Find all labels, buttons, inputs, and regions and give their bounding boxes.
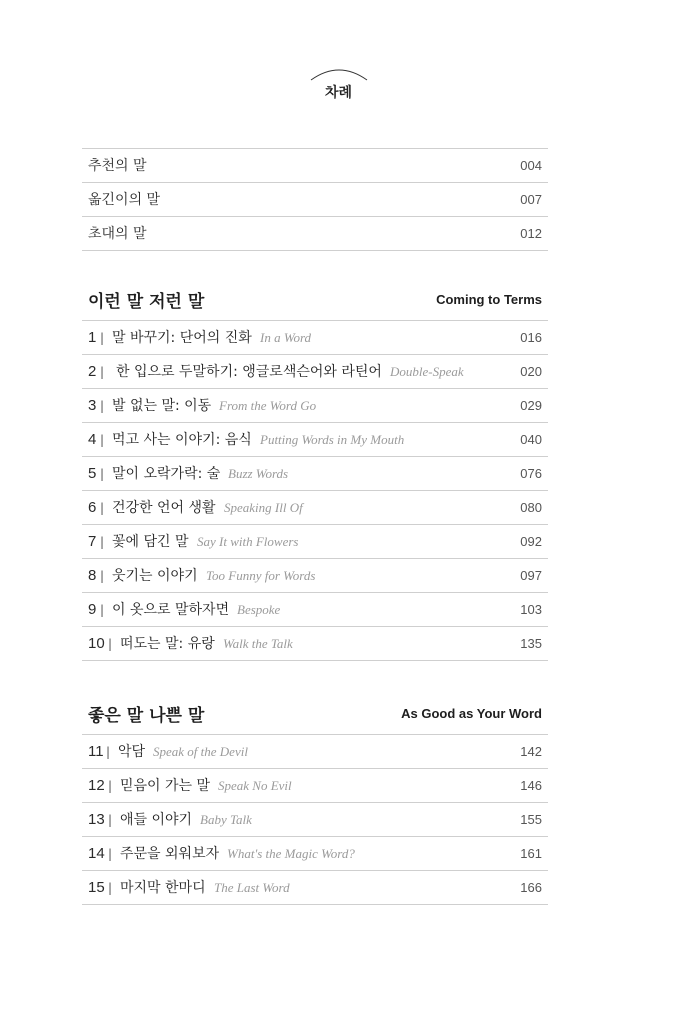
chapter-row[interactable] bbox=[82, 525, 548, 559]
separator: | bbox=[108, 779, 113, 793]
chapter-row[interactable] bbox=[82, 593, 548, 627]
chapter-title: 발 없는 말: 이동 bbox=[112, 398, 212, 414]
intro-label: 초대의 말 bbox=[88, 226, 147, 242]
chapter-number: 10 bbox=[88, 635, 105, 652]
chapter-title: 이 옷으로 말하자면 bbox=[112, 602, 230, 618]
chapter-english-title: In a Word bbox=[260, 330, 312, 345]
page-title: 차례 bbox=[324, 85, 353, 101]
chapter-english-title: Buzz Words bbox=[228, 466, 289, 481]
separator: | bbox=[100, 365, 105, 379]
chapter-row[interactable] bbox=[82, 423, 548, 457]
part-title-ko: 이런 말 저런 말 bbox=[88, 292, 205, 312]
chapter-number: 9 bbox=[88, 601, 97, 618]
chapter-row[interactable] bbox=[82, 735, 548, 769]
chapter-english-title: Too Funny for Words bbox=[206, 568, 316, 583]
chapter-row[interactable] bbox=[82, 491, 548, 525]
chapter-list bbox=[82, 735, 548, 905]
chapter-number: 3 bbox=[88, 397, 97, 414]
separator: | bbox=[100, 399, 105, 413]
page-number: 166 bbox=[520, 880, 542, 895]
chapter-number: 12 bbox=[88, 777, 105, 794]
page-number: 029 bbox=[520, 398, 542, 413]
page-number: 092 bbox=[520, 534, 542, 549]
chapter-row[interactable] bbox=[82, 321, 548, 355]
chapter-row[interactable] bbox=[82, 837, 548, 871]
chapter-title: 악담 bbox=[118, 744, 146, 760]
part-heading bbox=[82, 281, 548, 321]
chapter-title: 떠도는 말: 유랑 bbox=[120, 636, 215, 652]
chapter-number: 1 bbox=[88, 329, 97, 346]
page-number: 016 bbox=[520, 330, 542, 345]
chapter-number: 4 bbox=[88, 431, 97, 448]
page-number: 142 bbox=[520, 744, 542, 759]
page-number: 004 bbox=[520, 158, 542, 173]
arc-ornament-icon bbox=[307, 64, 371, 82]
chapter-number: 13 bbox=[88, 811, 105, 828]
part-heading bbox=[82, 695, 548, 735]
chapter-number: 11 bbox=[88, 743, 104, 760]
chapter-title: 말이 오락가락: 술 bbox=[112, 466, 221, 482]
separator: | bbox=[100, 467, 105, 481]
chapter-english-title: Say It with Flowers bbox=[197, 534, 299, 549]
chapter-title: 주문을 외워보자 bbox=[120, 846, 220, 862]
chapter-title: 말 바꾸기: 단어의 진화 bbox=[112, 330, 252, 346]
chapter-title: 건강한 언어 생활 bbox=[112, 500, 216, 516]
page-number: 020 bbox=[520, 364, 542, 379]
chapter-number: 6 bbox=[88, 499, 97, 516]
chapter-english-title: What's the Magic Word? bbox=[227, 846, 355, 861]
chapter-list bbox=[82, 321, 548, 661]
page-number: 080 bbox=[520, 500, 542, 515]
chapter-title: 마지막 한마디 bbox=[120, 880, 206, 896]
separator: | bbox=[100, 535, 105, 549]
page-number: 146 bbox=[520, 778, 542, 793]
separator: | bbox=[100, 501, 105, 515]
separator: | bbox=[106, 745, 111, 759]
part-title-en: As Good as Your Word bbox=[401, 706, 542, 721]
chapter-english-title: Double-Speak bbox=[390, 364, 464, 379]
separator: | bbox=[108, 881, 113, 895]
chapter-row[interactable] bbox=[82, 559, 548, 593]
chapter-title: 믿음이 가는 말 bbox=[120, 778, 211, 794]
separator: | bbox=[100, 433, 105, 447]
chapter-title: 먹고 사는 이야기: 음식 bbox=[112, 432, 252, 448]
chapter-english-title: Walk the Talk bbox=[223, 636, 293, 651]
page-number: 040 bbox=[520, 432, 542, 447]
page-number: 155 bbox=[520, 812, 542, 827]
chapter-row[interactable] bbox=[82, 803, 548, 837]
chapter-title: 한 입으로 두말하기: 앵글로색슨어와 라틴어 bbox=[116, 364, 382, 380]
page-number: 007 bbox=[520, 192, 542, 207]
page-number: 076 bbox=[520, 466, 542, 481]
chapter-row[interactable] bbox=[82, 355, 548, 389]
separator: | bbox=[100, 331, 105, 345]
intro-row[interactable] bbox=[82, 149, 548, 183]
intro-row[interactable] bbox=[82, 217, 548, 251]
page-number: 097 bbox=[520, 568, 542, 583]
part-title-ko: 좋은 말 나쁜 말 bbox=[88, 706, 205, 726]
chapter-row[interactable] bbox=[82, 457, 548, 491]
chapter-row[interactable] bbox=[82, 627, 548, 661]
page-number: 012 bbox=[520, 226, 542, 241]
chapter-english-title: Putting Words in My Mouth bbox=[260, 432, 405, 447]
page-number: 161 bbox=[520, 846, 542, 861]
intro-label: 추천의 말 bbox=[88, 158, 147, 174]
chapter-english-title: Bespoke bbox=[237, 602, 281, 617]
chapter-title: 웃기는 이야기 bbox=[112, 568, 198, 584]
chapter-number: 5 bbox=[88, 465, 97, 482]
chapter-number: 8 bbox=[88, 567, 97, 584]
intro-list bbox=[82, 148, 548, 251]
chapter-number: 14 bbox=[88, 845, 105, 862]
part-title-en: Coming to Terms bbox=[436, 292, 542, 307]
intro-row[interactable] bbox=[82, 183, 548, 217]
chapter-english-title: The Last Word bbox=[214, 880, 290, 895]
chapter-number: 2 bbox=[88, 363, 97, 380]
page-number: 135 bbox=[520, 636, 542, 651]
chapter-english-title: Speak No Evil bbox=[218, 778, 292, 793]
chapter-english-title: Baby Talk bbox=[200, 812, 252, 827]
separator: | bbox=[100, 603, 105, 617]
chapter-english-title: From the Word Go bbox=[219, 398, 317, 413]
separator: | bbox=[108, 637, 113, 651]
chapter-english-title: Speak of the Devil bbox=[153, 744, 248, 759]
page-number: 103 bbox=[520, 602, 542, 617]
chapter-english-title: Speaking Ill Of bbox=[224, 500, 303, 515]
separator: | bbox=[108, 813, 113, 827]
chapter-row[interactable] bbox=[82, 389, 548, 423]
chapter-title: 꽃에 담긴 말 bbox=[112, 534, 189, 550]
chapter-number: 7 bbox=[88, 533, 97, 550]
chapter-number: 15 bbox=[88, 879, 105, 896]
chapter-row[interactable] bbox=[82, 871, 548, 905]
chapter-row[interactable] bbox=[82, 769, 548, 803]
separator: | bbox=[100, 569, 105, 583]
separator: | bbox=[108, 847, 113, 861]
title-ornament bbox=[0, 64, 677, 82]
chapter-title: 애들 이야기 bbox=[120, 812, 193, 828]
intro-label: 옮긴이의 말 bbox=[88, 192, 161, 208]
